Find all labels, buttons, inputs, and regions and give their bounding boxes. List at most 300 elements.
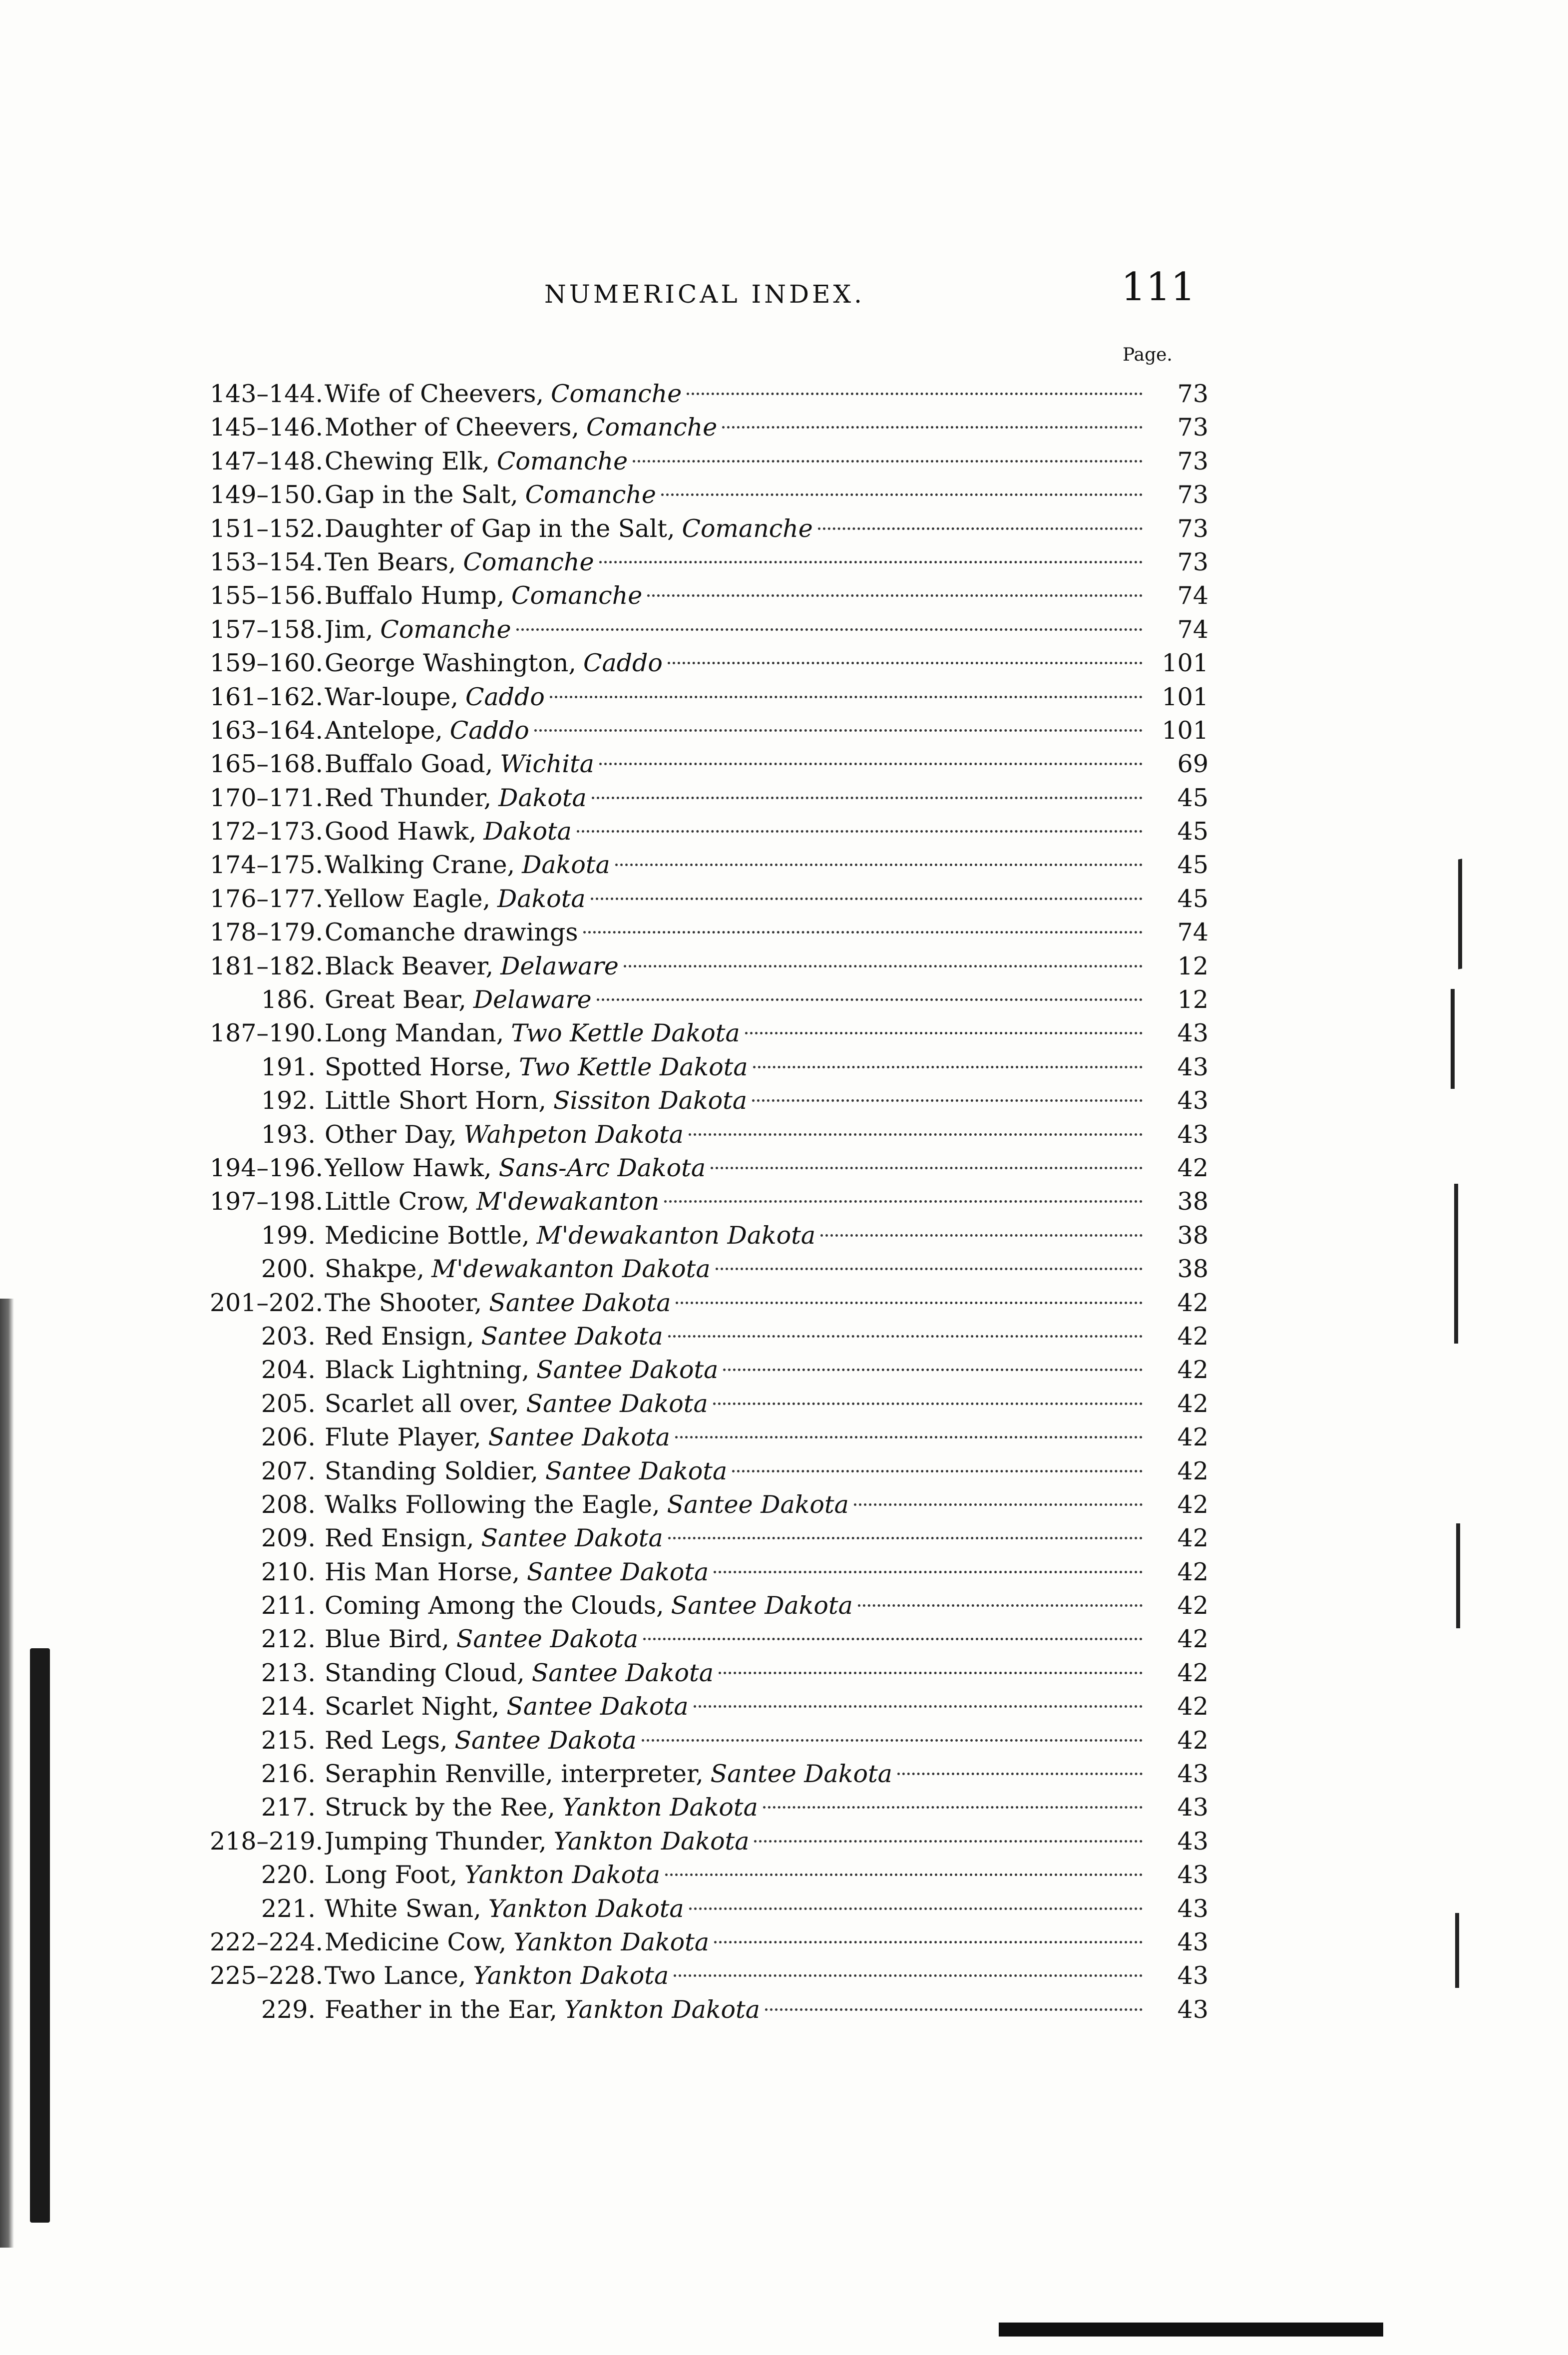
- page-reference: 43: [1177, 1894, 1208, 1923]
- index-entry: [210, 1084, 1208, 1117]
- page-reference: 42: [1177, 1692, 1208, 1721]
- dot-leader: [723, 1369, 1143, 1371]
- tribe-name: Santee Dakota: [456, 1625, 639, 1654]
- page-reference: 43: [1177, 1961, 1208, 1990]
- page-reference: 42: [1177, 1322, 1208, 1351]
- subject-name: Wife of Cheevers,: [325, 380, 544, 408]
- page-reference: 73: [1177, 480, 1208, 509]
- tribe-name: Santee Dakota: [527, 1557, 709, 1586]
- plate-number-range: 194–196.: [210, 1153, 324, 1182]
- dot-leader: [687, 393, 1143, 395]
- scan-margin-mark: [1451, 989, 1455, 1089]
- index-entry: [210, 1555, 1208, 1589]
- page-reference: 38: [1177, 1255, 1208, 1284]
- index-entry: [210, 411, 1208, 444]
- tribe-name: Dakota: [497, 884, 586, 913]
- index-entry: [210, 1219, 1208, 1252]
- dot-leader: [583, 931, 1143, 934]
- index-entry: [210, 1858, 1208, 1891]
- tribe-name: Santee Dakota: [710, 1760, 892, 1789]
- plate-number-range: 199.: [261, 1221, 316, 1250]
- plate-number-range: 212.: [261, 1625, 316, 1654]
- entry-text: [325, 1050, 1149, 1084]
- page-reference: 45: [1177, 817, 1208, 846]
- plate-number-range: 147–148.: [210, 447, 324, 475]
- index-entry: [210, 1353, 1208, 1387]
- tribe-name: Dakota: [522, 851, 610, 880]
- page-reference: 43: [1177, 1995, 1208, 2024]
- page-reference: 101: [1162, 682, 1208, 711]
- tribe-name: Sans-Arc Dakota: [498, 1153, 706, 1182]
- tribe-name: Santee Dakota: [506, 1692, 689, 1721]
- dot-leader: [615, 864, 1143, 866]
- index-entry: [210, 781, 1208, 815]
- index-entry: [210, 1589, 1208, 1622]
- tribe-name: Santee Dakota: [667, 1490, 849, 1519]
- tribe-name: Santee Dakota: [545, 1456, 728, 1485]
- subject-name: Red Ensign,: [325, 1322, 474, 1351]
- subject-name: Yellow Hawk,: [325, 1153, 492, 1182]
- entry-text: [325, 1016, 1149, 1050]
- index-entry: [210, 1050, 1208, 1084]
- subject-name: Other Day,: [325, 1120, 457, 1149]
- index-entry: [210, 579, 1208, 612]
- tribe-name: Wahpeton Dakota: [463, 1120, 684, 1149]
- dot-leader: [858, 1604, 1143, 1607]
- plate-number-range: 145–146.: [210, 413, 324, 442]
- dot-leader: [577, 830, 1143, 833]
- dot-leader: [668, 1335, 1143, 1338]
- tribe-name: Santee Dakota: [531, 1658, 714, 1687]
- index-entry: [210, 680, 1208, 714]
- index-entry: [210, 377, 1208, 411]
- plate-number-range: 222–224.: [210, 1927, 324, 1956]
- tribe-name: Two Kettle Dakota: [511, 1019, 740, 1048]
- dot-leader: [633, 460, 1143, 463]
- dot-leader: [647, 594, 1143, 597]
- entry-text: [325, 1892, 1149, 1925]
- entry-text: [325, 714, 1149, 747]
- index-entry: [210, 545, 1208, 579]
- scan-binding-mark: [30, 1648, 50, 2223]
- tribe-name: Dakota: [498, 783, 587, 812]
- tribe-name: Comanche: [511, 581, 643, 610]
- entry-text: [325, 1353, 1149, 1387]
- page-reference: 42: [1177, 1456, 1208, 1485]
- entry-text: [325, 848, 1149, 882]
- dot-leader: [732, 1470, 1143, 1472]
- tribe-name: Yankton Dakota: [553, 1827, 750, 1856]
- tribe-name: M'dewakanton Dakota: [431, 1255, 711, 1284]
- entry-text: [325, 949, 1149, 983]
- plate-number-range: 221.: [261, 1894, 316, 1923]
- plate-number-range: 211.: [261, 1591, 316, 1620]
- plate-number-range: 217.: [261, 1793, 316, 1822]
- tribe-name: Santee Dakota: [454, 1726, 637, 1755]
- index-entry: [210, 1825, 1208, 1858]
- subject-name: Feather in the Ear,: [325, 1995, 558, 2024]
- subject-name: White Swan,: [325, 1894, 481, 1923]
- subject-name: George Washington,: [325, 649, 576, 678]
- dot-leader: [597, 998, 1143, 1001]
- index-entry: [210, 747, 1208, 781]
- plate-number-range: 186.: [261, 985, 316, 1014]
- plate-number-range: 208.: [261, 1490, 316, 1519]
- plate-number-range: 149–150.: [210, 480, 324, 509]
- entry-text: [325, 1690, 1149, 1723]
- subject-name: Scarlet Night,: [325, 1692, 500, 1721]
- index-entry: [210, 815, 1208, 848]
- tribe-name: Dakota: [483, 817, 572, 846]
- dot-leader: [752, 1099, 1143, 1102]
- subject-name: Chewing Elk,: [325, 447, 490, 475]
- dot-leader: [516, 628, 1143, 631]
- dot-leader: [665, 1874, 1143, 1876]
- page-reference: 43: [1177, 1086, 1208, 1115]
- plate-number-range: 153–154.: [210, 547, 324, 576]
- dot-leader: [661, 493, 1143, 496]
- page-reference: 73: [1177, 547, 1208, 576]
- dot-leader: [624, 965, 1143, 967]
- dot-leader: [599, 763, 1143, 765]
- index-entry: [210, 1925, 1208, 1959]
- entry-text: [325, 1622, 1149, 1656]
- page-reference: 45: [1177, 884, 1208, 913]
- plate-number-range: 220.: [261, 1861, 316, 1889]
- plate-number-range: 157–158.: [210, 615, 324, 644]
- tribe-name: Yankton Dakota: [464, 1861, 661, 1889]
- entry-text: [325, 1521, 1149, 1555]
- tribe-name: Caddo: [465, 682, 545, 711]
- subject-name: War-loupe,: [325, 682, 458, 711]
- page-reference: 42: [1177, 1389, 1208, 1418]
- plate-number-range: 165–168.: [210, 750, 324, 779]
- plate-number-range: 229.: [261, 1995, 316, 2024]
- subject-name: Spotted Horse,: [325, 1052, 512, 1081]
- running-head-title: NUMERICAL INDEX.: [544, 280, 865, 309]
- entry-text: [325, 1151, 1149, 1185]
- tribe-name: Comanche: [682, 514, 813, 543]
- entry-text: [325, 1252, 1149, 1286]
- dot-leader: [675, 1436, 1143, 1438]
- page-reference: 42: [1177, 1658, 1208, 1687]
- index-entry: [210, 1791, 1208, 1824]
- page-number: 111: [1121, 265, 1195, 310]
- dot-leader: [711, 1167, 1143, 1169]
- page-reference: 73: [1177, 380, 1208, 408]
- tribe-name: Sissiton Dakota: [553, 1086, 748, 1115]
- tribe-name: Caddo: [583, 649, 663, 678]
- subject-name: Medicine Cow,: [325, 1927, 507, 1956]
- subject-name: Red Ensign,: [325, 1524, 474, 1553]
- tribe-name: Comanche: [586, 413, 718, 442]
- index-entry: [210, 1993, 1208, 2026]
- subject-name: Black Beaver,: [325, 951, 494, 980]
- plate-number-range: 216.: [261, 1760, 316, 1789]
- page-reference: 45: [1177, 851, 1208, 880]
- entry-text: [325, 1118, 1149, 1151]
- subject-name: Long Foot,: [325, 1861, 458, 1889]
- index-entry: [210, 1690, 1208, 1723]
- plate-number-range: 203.: [261, 1322, 316, 1351]
- entry-text: [325, 1791, 1149, 1824]
- entry-text: [325, 1724, 1149, 1757]
- subject-name: Mother of Cheevers,: [325, 413, 580, 442]
- entry-text: [325, 579, 1149, 612]
- dot-leader: [713, 1403, 1143, 1405]
- subject-name: Great Bear,: [325, 985, 466, 1014]
- plate-number-range: 170–171.: [210, 783, 324, 812]
- plate-number-range: 215.: [261, 1726, 316, 1755]
- dot-leader: [591, 898, 1143, 900]
- dot-leader: [765, 2008, 1143, 2011]
- plate-number-range: 155–156.: [210, 581, 324, 610]
- subject-name: Walking Crane,: [325, 851, 515, 880]
- subject-name: Good Hawk,: [325, 817, 477, 846]
- subject-name: Daughter of Gap in the Salt,: [325, 514, 675, 543]
- plate-number-range: 192.: [261, 1086, 316, 1115]
- entry-text: [325, 1286, 1149, 1320]
- page-reference: 42: [1177, 1288, 1208, 1317]
- subject-name: Ten Bears,: [325, 547, 456, 576]
- index-entry: [210, 613, 1208, 646]
- entry-text: [325, 815, 1149, 848]
- page-reference: 45: [1177, 783, 1208, 812]
- plate-number-range: 159–160.: [210, 649, 324, 678]
- page-reference: 73: [1177, 514, 1208, 543]
- tribe-name: Two Kettle Dakota: [519, 1052, 748, 1081]
- subject-name: Gap in the Salt,: [325, 480, 518, 509]
- tribe-name: Yankton Dakota: [488, 1894, 684, 1923]
- entry-text: [325, 1959, 1149, 1992]
- plate-number-range: 174–175.: [210, 851, 324, 880]
- subject-name: Standing Cloud,: [325, 1658, 525, 1687]
- entry-text: [325, 646, 1149, 680]
- entry-text: [325, 1387, 1149, 1420]
- index-entry: [210, 1252, 1208, 1286]
- page-reference: 12: [1177, 985, 1208, 1014]
- entry-text: [325, 1488, 1149, 1521]
- tribe-name: Comanche: [496, 447, 628, 475]
- plate-number-range: 205.: [261, 1389, 316, 1418]
- index-entry: [210, 848, 1208, 882]
- entry-text: [325, 1656, 1149, 1690]
- page-reference: 38: [1177, 1221, 1208, 1250]
- page-reference: 43: [1177, 1793, 1208, 1822]
- entry-text: [325, 916, 1149, 949]
- page-reference: 101: [1162, 649, 1208, 678]
- page-reference: 101: [1162, 716, 1208, 745]
- entry-text: [325, 445, 1149, 478]
- dot-leader: [820, 1234, 1143, 1237]
- entry-text: [325, 1555, 1149, 1589]
- subject-name: Antelope,: [325, 716, 443, 745]
- entry-text: [325, 1185, 1149, 1218]
- page-column-heading: Page.: [1123, 345, 1173, 365]
- index-entry: [210, 714, 1208, 747]
- tribe-name: Santee Dakota: [488, 1423, 670, 1452]
- index-entry: [210, 1151, 1208, 1185]
- page-reference: 73: [1177, 447, 1208, 475]
- scan-margin-mark: [1454, 1184, 1458, 1344]
- index-entry: [210, 1185, 1208, 1218]
- subject-name: Struck by the Ree,: [325, 1793, 555, 1822]
- dot-leader: [550, 696, 1143, 698]
- subject-name: Jumping Thunder,: [325, 1827, 547, 1856]
- page-reference: 42: [1177, 1490, 1208, 1519]
- numerical-index-list: [210, 377, 1208, 2026]
- plate-number-range: 178–179.: [210, 918, 324, 947]
- index-entry: [210, 1454, 1208, 1488]
- dot-leader: [714, 1941, 1143, 1943]
- plate-number-range: 204.: [261, 1356, 316, 1385]
- index-entry: [210, 1118, 1208, 1151]
- entry-text: [325, 1084, 1149, 1117]
- plate-number-range: 214.: [261, 1692, 316, 1721]
- tribe-name: Comanche: [525, 480, 656, 509]
- page-reference: 43: [1177, 1760, 1208, 1789]
- subject-name: Blue Bird,: [325, 1625, 449, 1654]
- entry-text: [325, 882, 1149, 916]
- dot-leader: [745, 1032, 1143, 1034]
- subject-name: Walks Following the Eagle,: [325, 1490, 660, 1519]
- entry-text: [325, 545, 1149, 579]
- dot-leader: [722, 426, 1143, 429]
- page-reference: 74: [1177, 581, 1208, 610]
- subject-name: Little Short Horn,: [325, 1086, 546, 1115]
- index-entry: [210, 1521, 1208, 1555]
- dot-leader: [753, 1066, 1143, 1068]
- page-reference: 42: [1177, 1557, 1208, 1586]
- plate-number-range: 207.: [261, 1456, 316, 1485]
- dot-leader: [714, 1571, 1143, 1573]
- page-reference: 43: [1177, 1019, 1208, 1048]
- plate-number-range: 200.: [261, 1255, 316, 1284]
- tribe-name: Wichita: [500, 750, 594, 779]
- scan-margin-mark: [1458, 859, 1462, 969]
- dot-leader: [763, 1806, 1143, 1809]
- plate-number-range: 161–162.: [210, 682, 324, 711]
- plate-number-range: 201–202.: [210, 1288, 324, 1317]
- entry-text: [325, 1589, 1149, 1622]
- tribe-name: M'dewakanton Dakota: [536, 1221, 816, 1250]
- entry-text: [325, 1993, 1149, 2026]
- dot-leader: [674, 1974, 1143, 1977]
- subject-name: Buffalo Goad,: [325, 750, 493, 779]
- page-reference: 42: [1177, 1625, 1208, 1654]
- index-entry: [210, 1387, 1208, 1420]
- page-reference: 43: [1177, 1927, 1208, 1956]
- index-entry: [210, 646, 1208, 680]
- entry-text: [325, 1454, 1149, 1488]
- entry-text: [325, 512, 1149, 545]
- tribe-name: M'dewakanton: [476, 1187, 660, 1216]
- plate-number-range: 213.: [261, 1658, 316, 1687]
- plate-number-range: 163–164.: [210, 716, 324, 745]
- tribe-name: Comanche: [380, 615, 511, 644]
- page-reference: 42: [1177, 1591, 1208, 1620]
- page-reference: 42: [1177, 1524, 1208, 1553]
- index-entry: [210, 1420, 1208, 1454]
- index-entry: [210, 445, 1208, 478]
- plate-number-range: 191.: [261, 1052, 316, 1081]
- entry-text: [325, 1858, 1149, 1891]
- plate-number-range: 218–219.: [210, 1827, 324, 1856]
- dot-leader: [818, 527, 1143, 530]
- dot-leader: [534, 729, 1143, 732]
- entry-text: [325, 1757, 1149, 1791]
- entry-text: [325, 781, 1149, 815]
- dot-leader: [642, 1739, 1143, 1742]
- plate-number-range: 143–144.: [210, 380, 324, 408]
- page-reference: 42: [1177, 1153, 1208, 1182]
- entry-text: [325, 411, 1149, 444]
- index-entry: [210, 949, 1208, 983]
- tribe-name: Comanche: [550, 380, 682, 408]
- entry-text: [325, 983, 1149, 1016]
- subject-name: Medicine Bottle,: [325, 1221, 530, 1250]
- plate-number-range: 176–177.: [210, 884, 324, 913]
- entry-text: [325, 747, 1149, 781]
- entry-text: [325, 680, 1149, 714]
- index-entry: [210, 1757, 1208, 1791]
- index-entry: [210, 1724, 1208, 1757]
- entry-text: [325, 1320, 1149, 1353]
- plate-number-range: 181–182.: [210, 951, 324, 980]
- page-reference: 43: [1177, 1827, 1208, 1856]
- scan-bottom-mark: [999, 2323, 1383, 2337]
- entry-text: [325, 613, 1149, 646]
- index-entry: [210, 1016, 1208, 1050]
- subject-name: Buffalo Hump,: [325, 581, 505, 610]
- page-reference: 69: [1177, 750, 1208, 779]
- dot-leader: [719, 1672, 1143, 1674]
- tribe-name: Yankton Dakota: [473, 1961, 669, 1990]
- entry-text: [325, 377, 1149, 411]
- subject-name: Two Lance,: [325, 1961, 466, 1990]
- index-entry: [210, 1320, 1208, 1353]
- subject-name: Long Mandan,: [325, 1019, 504, 1048]
- subject-name: Red Legs,: [325, 1726, 448, 1755]
- plate-number-range: 225–228.: [210, 1961, 324, 1990]
- entry-text: [325, 1825, 1149, 1858]
- index-entry: [210, 1959, 1208, 1992]
- tribe-name: Santee Dakota: [671, 1591, 853, 1620]
- scan-edge-shadow: [0, 1299, 14, 2248]
- page-reference: 43: [1177, 1120, 1208, 1149]
- plate-number-range: 197–198.: [210, 1187, 324, 1216]
- plate-number-range: 151–152.: [210, 514, 324, 543]
- index-entry: [210, 512, 1208, 545]
- subject-name: Comanche drawings: [325, 918, 578, 947]
- subject-name: Standing Soldier,: [325, 1456, 538, 1485]
- index-entry: [210, 1286, 1208, 1320]
- tribe-name: Santee Dakota: [481, 1322, 663, 1351]
- plate-number-range: 193.: [261, 1120, 316, 1149]
- dot-leader: [592, 797, 1143, 799]
- page-reference: 73: [1177, 413, 1208, 442]
- page-reference: 42: [1177, 1726, 1208, 1755]
- subject-name: Jim,: [325, 615, 374, 644]
- entry-text: [325, 1219, 1149, 1252]
- dot-leader: [689, 1133, 1143, 1136]
- dot-leader: [599, 561, 1143, 563]
- index-entry: [210, 882, 1208, 916]
- subject-name: Black Lightning,: [325, 1356, 530, 1385]
- tribe-name: Delaware: [500, 951, 619, 980]
- scan-margin-mark: [1455, 1913, 1459, 1988]
- tribe-name: Yankton Dakota: [564, 1995, 760, 2024]
